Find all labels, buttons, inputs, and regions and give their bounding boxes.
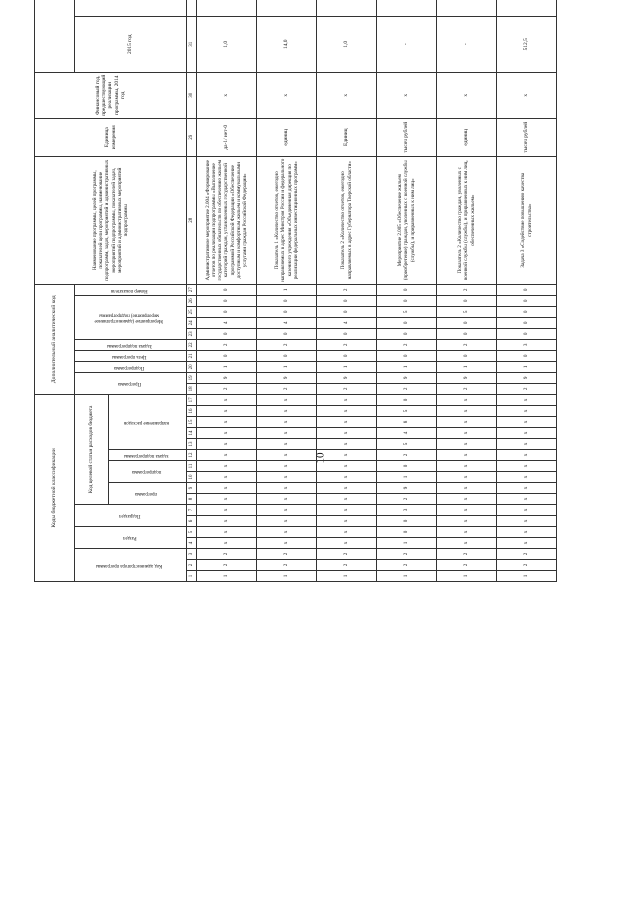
table-row bbox=[437, 0, 497, 582]
code-cell: x bbox=[437, 516, 497, 527]
code-cell: 1 bbox=[497, 361, 557, 372]
base-year-column-header: Финансовый год, предшествующий реализации программы, 2014 год bbox=[35, 72, 187, 118]
code-cell: x bbox=[197, 516, 257, 527]
code-cell: 0 bbox=[497, 306, 557, 317]
code-cell: 1 bbox=[197, 571, 257, 582]
code-cell: 2 bbox=[257, 560, 317, 571]
code-cell: 0 bbox=[497, 295, 557, 306]
code-cell: 2 bbox=[437, 339, 497, 350]
code-cell: 9 bbox=[317, 372, 377, 383]
program-table bbox=[34, 0, 557, 582]
code-cell: 2 bbox=[377, 560, 437, 571]
code-cell: 2 bbox=[317, 339, 377, 350]
code-cell: x bbox=[257, 417, 317, 428]
row-name-cell: Мероприятие 2.005 «Обеспечение жильем (приобретение) граждан, уволенных с военной службы (службы), и приравненных к ним лиц» bbox=[377, 156, 437, 284]
row-name-cell: Задача 3 «Содействие повышению качества строительства» bbox=[497, 156, 557, 284]
column-number-cell: 30 bbox=[187, 72, 197, 118]
program-code-header: программа bbox=[109, 483, 187, 505]
code-cell: x bbox=[497, 461, 557, 472]
column-number-cell: 28 bbox=[187, 156, 197, 284]
code-cell: x bbox=[317, 394, 377, 405]
code-cell: 1 bbox=[377, 472, 437, 483]
code-cell: 5 bbox=[437, 306, 497, 317]
code-cell: 0 bbox=[497, 317, 557, 328]
code-cell: x bbox=[497, 516, 557, 527]
code-cell: 0 bbox=[377, 394, 437, 405]
column-number-cell: 21 bbox=[187, 350, 197, 361]
column-number-cell: 29 bbox=[187, 118, 197, 156]
code-cell: 1 bbox=[197, 361, 257, 372]
row-base-year-cell: x bbox=[377, 72, 437, 118]
column-number-cell: 9 bbox=[187, 483, 197, 494]
code-cell: x bbox=[317, 494, 377, 505]
code-cell: 0 bbox=[257, 350, 317, 361]
code-cell: 2 bbox=[377, 339, 437, 350]
column-number-cell: 27 bbox=[187, 284, 197, 295]
column-number-cell: 17 bbox=[187, 394, 197, 405]
code-cell: x bbox=[257, 439, 317, 450]
subprogram-task-code-header: задача подпрограммы bbox=[109, 450, 187, 461]
code-cell: x bbox=[437, 483, 497, 494]
column-number-cell: 19 bbox=[187, 372, 197, 383]
years-header bbox=[35, 0, 75, 72]
code-cell: x bbox=[437, 439, 497, 450]
code-cell: 5 bbox=[377, 306, 437, 317]
code-cell: x bbox=[437, 394, 497, 405]
code-cell: 0 bbox=[377, 527, 437, 538]
column-number-cell: 6 bbox=[187, 516, 197, 527]
code-cell: x bbox=[257, 394, 317, 405]
code-cell: 0 bbox=[317, 328, 377, 339]
budget-class-header: Коды бюджетной классификации bbox=[35, 394, 75, 581]
row-year-value-cell: 14,0 bbox=[257, 16, 317, 72]
code-cell: 0 bbox=[437, 295, 497, 306]
code-cell: 2 bbox=[257, 549, 317, 560]
code-cell: x bbox=[257, 516, 317, 527]
an-measure-header: Мероприятие (административное мероприятие) подпрограммы bbox=[75, 295, 187, 339]
code-cell: 3 bbox=[377, 505, 437, 516]
code-cell: 0 bbox=[377, 284, 437, 295]
code-cell: 2 bbox=[197, 339, 257, 350]
row-year-value-cell: - bbox=[437, 16, 497, 72]
code-cell: 0 bbox=[377, 295, 437, 306]
code-cell: 5 bbox=[377, 439, 437, 450]
code-cell: 0 bbox=[377, 317, 437, 328]
row-year-value-cell bbox=[257, 0, 317, 16]
an-subprogram-header: Подпрограмма bbox=[75, 361, 187, 372]
code-cell: 2 bbox=[377, 494, 437, 505]
code-cell: 2 bbox=[197, 560, 257, 571]
row-unit-cell: тысяч рублей bbox=[497, 118, 557, 156]
row-name-cell: Показатель 2 «Количество граждан, уволенных с военной службы (службы), и приравненных к ним лиц, обеспеченных жильем» bbox=[437, 156, 497, 284]
code-cell: 4 bbox=[377, 428, 437, 439]
column-number-cell: 5 bbox=[187, 527, 197, 538]
code-cell: 1 bbox=[257, 284, 317, 295]
code-cell: x bbox=[197, 439, 257, 450]
code-cell: 0 bbox=[437, 317, 497, 328]
page-number-text: 10 bbox=[314, 452, 326, 464]
code-cell: x bbox=[257, 505, 317, 516]
code-cell: 2 bbox=[437, 383, 497, 394]
code-cell: 0 bbox=[197, 306, 257, 317]
code-cell: x bbox=[317, 472, 377, 483]
code-cell: x bbox=[197, 428, 257, 439]
column-number-cell bbox=[187, 0, 197, 16]
table-row bbox=[317, 0, 377, 582]
code-cell: x bbox=[317, 527, 377, 538]
code-cell: 9 bbox=[377, 483, 437, 494]
table-row bbox=[257, 0, 317, 582]
code-cell: 2 bbox=[377, 383, 437, 394]
code-cell: 0 bbox=[257, 328, 317, 339]
expense-direction-header: направление расходов bbox=[109, 394, 187, 449]
an-subprogram-task-header: Задача подпрограммы bbox=[75, 339, 187, 350]
admin-code-header: Код администратора программы bbox=[75, 549, 187, 582]
column-number-cell: 24 bbox=[187, 317, 197, 328]
code-cell: 1 bbox=[317, 361, 377, 372]
code-cell: 9 bbox=[497, 372, 557, 383]
code-cell: x bbox=[257, 483, 317, 494]
code-cell: 0 bbox=[377, 516, 437, 527]
code-cell: 4 bbox=[257, 317, 317, 328]
code-cell: 2 bbox=[497, 560, 557, 571]
code-cell: x bbox=[317, 450, 377, 461]
code-cell: 2 bbox=[197, 383, 257, 394]
code-cell: 2 bbox=[257, 339, 317, 350]
code-cell: x bbox=[197, 417, 257, 428]
code-cell: x bbox=[197, 505, 257, 516]
code-cell: x bbox=[257, 428, 317, 439]
code-cell: x bbox=[437, 472, 497, 483]
row-name-cell: Показатель 2 «Количество отчетов, ежегодно направляемых в адрес Губернатора Тверской области» bbox=[317, 156, 377, 284]
row-year-value-cell bbox=[497, 0, 557, 16]
year-header-2015: 2015 год bbox=[75, 16, 187, 72]
code-cell: 2 bbox=[437, 560, 497, 571]
code-cell: x bbox=[497, 450, 557, 461]
code-cell: x bbox=[497, 505, 557, 516]
code-cell: x bbox=[257, 527, 317, 538]
code-cell: 9 bbox=[377, 372, 437, 383]
row-year-value-cell: 1,0 bbox=[197, 16, 257, 72]
code-cell: 2 bbox=[437, 549, 497, 560]
code-cell: 2 bbox=[317, 560, 377, 571]
column-number-cell: 22 bbox=[187, 339, 197, 350]
code-cell: 2 bbox=[437, 284, 497, 295]
code-cell: 0 bbox=[317, 295, 377, 306]
column-number-cell: 23 bbox=[187, 328, 197, 339]
table-row bbox=[197, 0, 257, 582]
code-cell: 2 bbox=[377, 450, 437, 461]
code-cell: 0 bbox=[497, 328, 557, 339]
code-cell: x bbox=[257, 406, 317, 417]
code-cell: x bbox=[317, 538, 377, 549]
code-cell: 9 bbox=[437, 372, 497, 383]
column-number-cell: 14 bbox=[187, 428, 197, 439]
code-cell: x bbox=[497, 527, 557, 538]
code-cell: x bbox=[437, 450, 497, 461]
row-base-year-cell: x bbox=[257, 72, 317, 118]
column-number-cell: 12 bbox=[187, 450, 197, 461]
column-number-cell: 18 bbox=[187, 383, 197, 394]
column-number-cell: 25 bbox=[187, 306, 197, 317]
code-cell: x bbox=[317, 406, 377, 417]
code-cell: x bbox=[497, 428, 557, 439]
code-cell: 1 bbox=[437, 571, 497, 582]
row-year-value-cell bbox=[377, 0, 437, 16]
code-cell: 1 bbox=[437, 361, 497, 372]
row-year-value-cell bbox=[437, 0, 497, 16]
row-year-value-cell: - bbox=[377, 16, 437, 72]
subprogram-code-header: подпрограмма bbox=[109, 461, 187, 483]
row-unit-cell: да-1/ нет-0 bbox=[197, 118, 257, 156]
column-number-cell: 11 bbox=[187, 461, 197, 472]
code-cell: x bbox=[317, 461, 377, 472]
row-unit-cell: единиц bbox=[437, 118, 497, 156]
code-cell: x bbox=[437, 417, 497, 428]
code-cell: x bbox=[317, 428, 377, 439]
row-unit-cell: тысяч рублей bbox=[377, 118, 437, 156]
code-cell: x bbox=[437, 538, 497, 549]
code-cell: 2 bbox=[257, 383, 317, 394]
code-cell: x bbox=[437, 505, 497, 516]
an-indicator-no-header: Номер показателя bbox=[75, 284, 187, 295]
code-cell: x bbox=[437, 461, 497, 472]
target-article-header: Код целевой статьи расходов бюджета bbox=[75, 394, 109, 504]
code-cell: x bbox=[197, 494, 257, 505]
code-cell: 5 bbox=[377, 406, 437, 417]
year-header-2016 bbox=[75, 0, 187, 16]
code-cell: 8 bbox=[377, 417, 437, 428]
column-number-row bbox=[187, 0, 197, 582]
code-cell: 1 bbox=[377, 538, 437, 549]
row-base-year-cell: x bbox=[497, 72, 557, 118]
column-number-cell: 7 bbox=[187, 505, 197, 516]
code-cell: 0 bbox=[377, 328, 437, 339]
code-cell: 2 bbox=[497, 549, 557, 560]
code-cell: 2 bbox=[377, 549, 437, 560]
name-column-header: Наименование программы, целей программы, показателей цели программы, наименование подпрограмм, задач, мероприятий и административных мероприятий подпрограммы, показателей задач, мероприятий и административных мероприятий подпрограммы bbox=[35, 156, 187, 284]
column-number-cell: 15 bbox=[187, 417, 197, 428]
column-number-cell: 26 bbox=[187, 295, 197, 306]
code-cell: 9 bbox=[257, 372, 317, 383]
code-cell: x bbox=[437, 527, 497, 538]
an-program-header: Программа bbox=[75, 372, 187, 394]
column-number-cell: 31 bbox=[187, 16, 197, 72]
code-cell: x bbox=[197, 394, 257, 405]
column-number-cell: 13 bbox=[187, 439, 197, 450]
code-cell: 2 bbox=[197, 549, 257, 560]
code-cell: x bbox=[197, 461, 257, 472]
column-number-cell: 3 bbox=[187, 549, 197, 560]
code-cell: 0 bbox=[377, 350, 437, 361]
code-cell: x bbox=[257, 472, 317, 483]
code-cell: 2 bbox=[497, 383, 557, 394]
code-cell: 4 bbox=[197, 317, 257, 328]
row-base-year-cell: x bbox=[437, 72, 497, 118]
code-cell: 0 bbox=[497, 284, 557, 295]
code-cell: 0 bbox=[197, 350, 257, 361]
row-base-year-cell: x bbox=[197, 72, 257, 118]
code-cell: x bbox=[497, 439, 557, 450]
code-cell: 0 bbox=[257, 295, 317, 306]
code-cell: 2 bbox=[317, 284, 377, 295]
code-cell: x bbox=[257, 450, 317, 461]
row-name-cell: Административное мероприятие 2.004 «Формирование отчетов по реализации подпрограммы «Выполнение государственных обязательств по обеспечению жильем категорий граждан, установленных государственной программой Российской Федерации «Обеспечение доступным и комфортным жильем и коммунальными услугами граждан Российской Федерации» bbox=[197, 156, 257, 284]
table-row bbox=[377, 0, 437, 582]
code-cell: x bbox=[317, 417, 377, 428]
row-base-year-cell: x bbox=[317, 72, 377, 118]
code-cell: x bbox=[197, 483, 257, 494]
code-cell: 0 bbox=[497, 350, 557, 361]
code-cell: x bbox=[497, 483, 557, 494]
program-table-rotated bbox=[34, 0, 533, 582]
column-number-cell: 8 bbox=[187, 494, 197, 505]
section-header: Раздел bbox=[75, 527, 187, 549]
code-cell: 0 bbox=[437, 350, 497, 361]
code-cell: x bbox=[317, 439, 377, 450]
code-cell: 0 bbox=[317, 350, 377, 361]
code-cell: 0 bbox=[377, 461, 437, 472]
code-cell: 2 bbox=[317, 549, 377, 560]
code-cell: 1 bbox=[497, 571, 557, 582]
column-number-cell: 4 bbox=[187, 538, 197, 549]
code-cell: x bbox=[437, 428, 497, 439]
code-cell: x bbox=[437, 494, 497, 505]
an-program-goal-header: Цель программы bbox=[75, 350, 187, 361]
code-cell: 2 bbox=[317, 383, 377, 394]
code-cell: x bbox=[497, 538, 557, 549]
code-cell: x bbox=[317, 516, 377, 527]
column-number-cell: 20 bbox=[187, 361, 197, 372]
code-cell: x bbox=[197, 538, 257, 549]
code-cell: x bbox=[437, 406, 497, 417]
subsection-header: Подраздел bbox=[75, 505, 187, 527]
row-year-value-cell bbox=[197, 0, 257, 16]
table-row bbox=[497, 0, 557, 582]
code-cell: x bbox=[497, 406, 557, 417]
code-cell: 0 bbox=[197, 295, 257, 306]
code-cell: x bbox=[197, 406, 257, 417]
column-number-cell: 10 bbox=[187, 472, 197, 483]
code-cell: 0 bbox=[437, 328, 497, 339]
column-number-cell: 2 bbox=[187, 560, 197, 571]
code-cell: 1 bbox=[377, 571, 437, 582]
unit-column-header: Единица измерения bbox=[35, 118, 187, 156]
row-year-value-cell: 1,0 bbox=[317, 16, 377, 72]
row-unit-cell: единиц bbox=[257, 118, 317, 156]
code-cell: x bbox=[317, 483, 377, 494]
code-cell: x bbox=[257, 494, 317, 505]
code-cell: x bbox=[497, 417, 557, 428]
row-unit-cell: Единиц bbox=[317, 118, 377, 156]
code-cell: 1 bbox=[257, 571, 317, 582]
analytic-code-header: Дополнительный аналитический код bbox=[35, 284, 75, 394]
row-year-value-cell bbox=[317, 0, 377, 16]
code-cell: x bbox=[197, 527, 257, 538]
code-cell: 1 bbox=[377, 361, 437, 372]
row-name-cell: Показатель 1 «Количество отчетов, ежегодно направляемых в адрес Минстроя России и федерального казенного учреждения «Объединенная дирекция по реализации федеральных инвестиционных программ» bbox=[257, 156, 317, 284]
code-cell: 0 bbox=[257, 306, 317, 317]
code-cell: x bbox=[257, 538, 317, 549]
code-cell: x bbox=[497, 472, 557, 483]
code-cell: 0 bbox=[197, 328, 257, 339]
code-cell: 1 bbox=[317, 571, 377, 582]
code-cell: x bbox=[197, 472, 257, 483]
code-cell: x bbox=[497, 494, 557, 505]
column-number-cell: 1 bbox=[187, 571, 197, 582]
code-cell: 4 bbox=[317, 317, 377, 328]
code-cell: 0 bbox=[197, 284, 257, 295]
code-cell: 0 bbox=[317, 306, 377, 317]
code-cell: x bbox=[197, 450, 257, 461]
row-year-value-cell: 512,5 bbox=[497, 16, 557, 72]
code-cell: x bbox=[497, 394, 557, 405]
column-number-cell: 16 bbox=[187, 406, 197, 417]
code-cell: 3 bbox=[497, 339, 557, 350]
code-cell: x bbox=[257, 461, 317, 472]
code-cell: 1 bbox=[257, 361, 317, 372]
code-cell: x bbox=[317, 505, 377, 516]
code-cell: 9 bbox=[197, 372, 257, 383]
